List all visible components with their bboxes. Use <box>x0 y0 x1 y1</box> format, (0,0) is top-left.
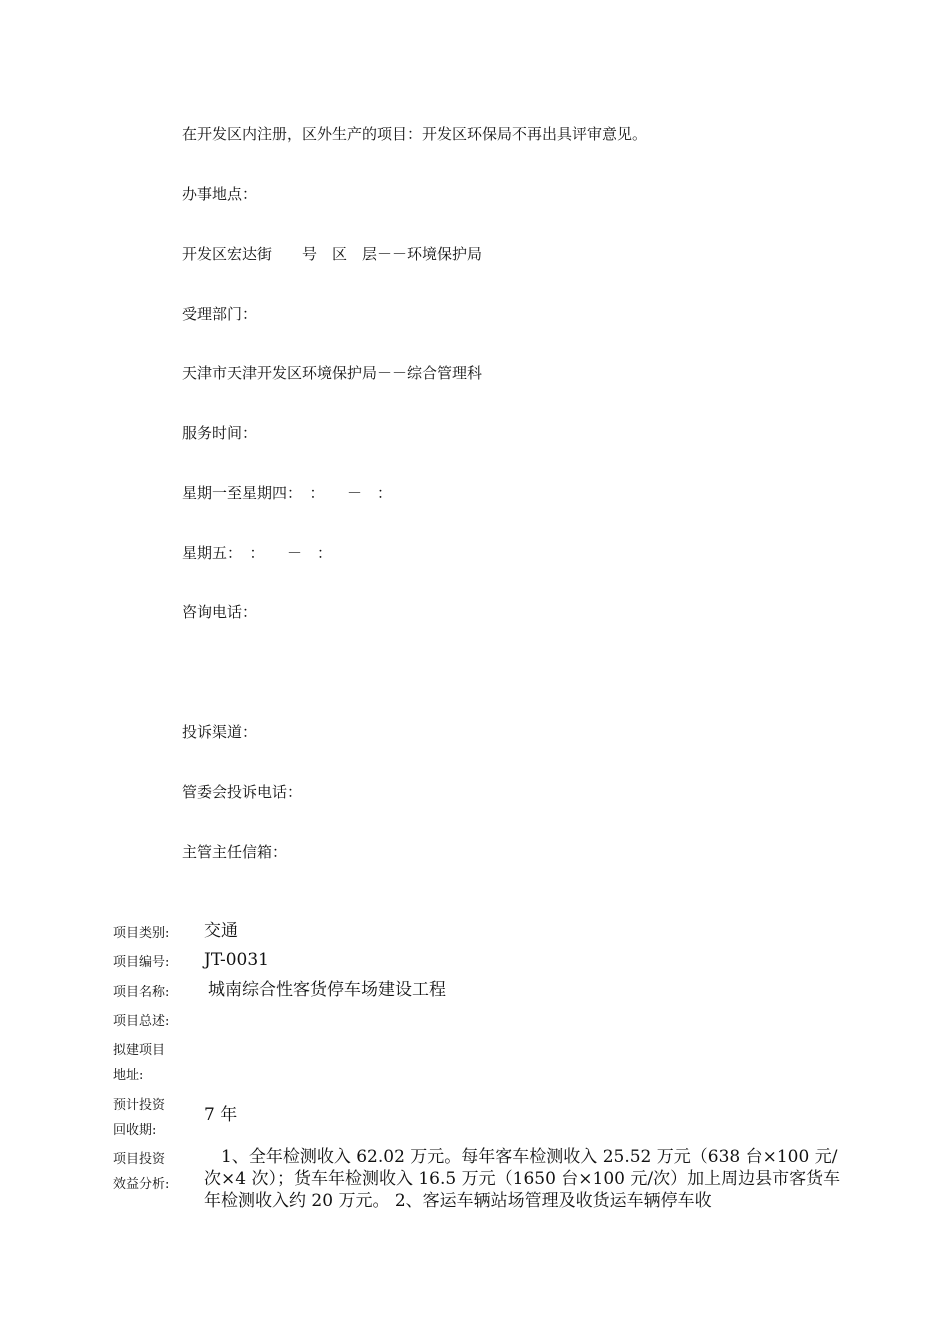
office-label: 办事地点： <box>182 185 258 203</box>
complaint-label: 投诉渠道： <box>182 723 258 741</box>
name-label: 项目名称: <box>113 985 170 1000</box>
category-label: 项目类别: <box>113 926 170 941</box>
code-label: 项目编号: <box>113 955 170 970</box>
payback-value: 7 年 <box>204 1105 238 1125</box>
name-value: 城南综合性客货停车场建设工程 <box>208 980 446 1000</box>
payback-label-line1: 预计投资 <box>113 1098 166 1113</box>
office-address: 开发区宏达街 号 区 层－－环境保护局 <box>182 245 483 263</box>
benefit-value: 1、全年检测收入 62.02 万元。每年客车检测收入 25.52 万元（638 台×100 元/次×4 次）；货车年检测收入 16.5 万元（1650 台×100 元/次）加上周边县市客货车年检测收入约 20 万元。 2、客运车辆站场管理及收货运车辆停车收 <box>204 1147 841 1211</box>
benefit-label-line2: 效益分析: <box>113 1177 170 1192</box>
summary-label: 项目总述: <box>113 1014 170 1029</box>
category-value: 交通 <box>204 921 238 941</box>
hours-fri: 星期五： ： － ： <box>182 544 333 562</box>
hours-mon-thu: 星期一至星期四： ： － ： <box>182 484 393 502</box>
code-value: JT-0031 <box>204 950 269 970</box>
department-label: 受理部门： <box>182 305 258 323</box>
notice-line: 在开发区内注册，区外生产的项目：开发区环保局不再出具评审意见。 <box>182 125 648 143</box>
payback-label-line2: 回收期: <box>113 1123 157 1138</box>
address-label-line1: 拟建项目 <box>113 1043 166 1058</box>
department-name: 天津市天津开发区环境保护局－－综合管理科 <box>182 364 483 382</box>
director-mailbox-label: 主管主任信箱： <box>182 843 288 861</box>
address-label-line2: 地址: <box>113 1068 144 1083</box>
benefit-label-line1: 项目投资 <box>113 1152 166 1167</box>
service-hours-label: 服务时间： <box>182 424 258 442</box>
committee-phone-label: 管委会投诉电话： <box>182 783 303 801</box>
phone-label: 咨询电话： <box>182 603 258 621</box>
